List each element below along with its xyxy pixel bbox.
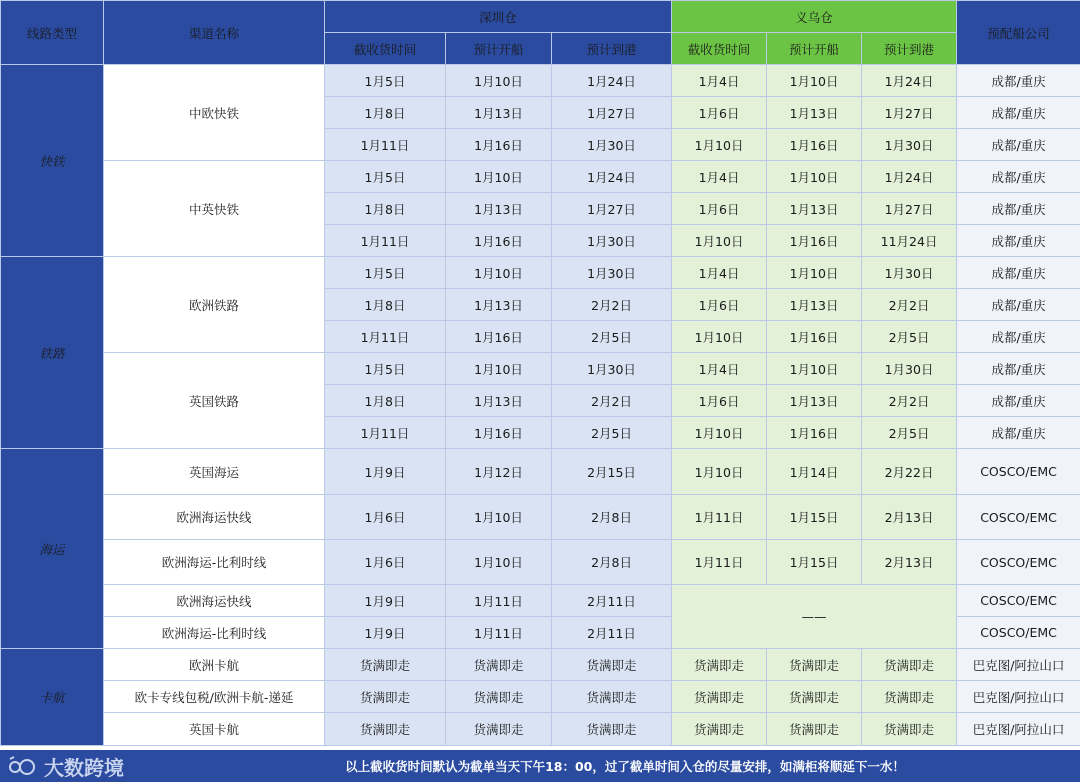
yw-arrive: 1月30日: [862, 353, 957, 385]
sz-depart: 1月10日: [446, 161, 552, 193]
shipping-company: 巴克图/阿拉山口: [957, 713, 1080, 746]
sz-depart: 1月10日: [446, 495, 552, 540]
table-row: [1, 585, 1080, 617]
shipping-company: COSCO/EMC: [957, 617, 1080, 649]
yiwu-not-available: ——: [672, 585, 957, 649]
yw-depart: 1月15日: [767, 540, 862, 585]
yw-depart: 1月10日: [767, 353, 862, 385]
channel-name: 中英快铁: [104, 161, 325, 257]
sz-depart: 1月10日: [446, 540, 552, 585]
sz-depart: 1月16日: [446, 129, 552, 161]
table-row: [1, 257, 1080, 289]
channel-name: 中欧快铁: [104, 65, 325, 161]
sz-depart: 1月11日: [446, 617, 552, 649]
yw-depart: 1月13日: [767, 385, 862, 417]
sz-depart: 1月13日: [446, 289, 552, 321]
yw-cutoff: 货满即走: [672, 713, 767, 746]
sz-cutoff: 1月11日: [325, 321, 446, 353]
yw-arrive: 2月2日: [862, 289, 957, 321]
channel-name: 英国海运: [104, 449, 325, 495]
sz-cutoff: 1月5日: [325, 65, 446, 97]
yw-arrive: 11月24日: [862, 225, 957, 257]
sz-cutoff: 1月11日: [325, 417, 446, 449]
header-yw-cutoff: 截收货时间: [672, 33, 767, 65]
shipping-company: COSCO/EMC: [957, 495, 1080, 540]
channel-name: 欧洲海运-比利时线: [104, 540, 325, 585]
category-kahang: 卡航: [1, 649, 104, 746]
sz-depart: 1月10日: [446, 353, 552, 385]
yw-cutoff: 1月10日: [672, 449, 767, 495]
table-row: [1, 449, 1080, 495]
table-row: [1, 649, 1080, 681]
sz-cutoff: 1月9日: [325, 449, 446, 495]
sz-depart: 1月12日: [446, 449, 552, 495]
sz-cutoff: 1月6日: [325, 495, 446, 540]
yw-cutoff: 1月4日: [672, 257, 767, 289]
shipping-company: 成都/重庆: [957, 321, 1080, 353]
yw-cutoff: 1月4日: [672, 353, 767, 385]
shipping-company: 成都/重庆: [957, 225, 1080, 257]
sz-arrive: 2月8日: [552, 540, 672, 585]
sz-cutoff: 1月5日: [325, 353, 446, 385]
shipping-company: COSCO/EMC: [957, 449, 1080, 495]
shipping-company: 成都/重庆: [957, 97, 1080, 129]
channel-name: 英国铁路: [104, 353, 325, 449]
yw-arrive: 2月5日: [862, 417, 957, 449]
table-row: [1, 540, 1080, 585]
yw-cutoff: 货满即走: [672, 649, 767, 681]
header-route-type: 线路类型: [1, 1, 104, 65]
yw-depart: 1月15日: [767, 495, 862, 540]
yw-arrive: 货满即走: [862, 681, 957, 713]
sz-arrive: 1月27日: [552, 97, 672, 129]
yw-arrive: 2月2日: [862, 385, 957, 417]
sz-depart: 1月10日: [446, 257, 552, 289]
yw-cutoff: 1月10日: [672, 417, 767, 449]
sz-depart: 1月10日: [446, 65, 552, 97]
yw-arrive: 货满即走: [862, 713, 957, 746]
sz-arrive: 2月5日: [552, 417, 672, 449]
shipping-company: COSCO/EMC: [957, 585, 1080, 617]
table-row: [1, 65, 1080, 97]
yw-cutoff: 1月10日: [672, 321, 767, 353]
sz-cutoff: 货满即走: [325, 713, 446, 746]
yw-arrive: 1月27日: [862, 193, 957, 225]
sz-arrive: 1月30日: [552, 257, 672, 289]
sz-cutoff: 货满即走: [325, 649, 446, 681]
table-row: [1, 353, 1080, 385]
sz-cutoff: 1月11日: [325, 129, 446, 161]
category-kuaitie: 快铁: [1, 65, 104, 257]
header-company: 预配船公司: [957, 1, 1080, 65]
sz-arrive: 1月30日: [552, 353, 672, 385]
sz-depart: 货满即走: [446, 681, 552, 713]
sz-depart: 1月13日: [446, 193, 552, 225]
yw-depart: 1月16日: [767, 321, 862, 353]
channel-name: 欧卡专线包税/欧洲卡航-递延: [104, 681, 325, 713]
yw-depart: 1月10日: [767, 257, 862, 289]
yw-arrive: 1月27日: [862, 97, 957, 129]
yw-depart: 1月13日: [767, 193, 862, 225]
brand-logo: [8, 750, 124, 782]
yw-cutoff: 1月4日: [672, 65, 767, 97]
shipping-company: 成都/重庆: [957, 193, 1080, 225]
yw-arrive: 货满即走: [862, 649, 957, 681]
shipping-company: 成都/重庆: [957, 417, 1080, 449]
yw-cutoff: 1月6日: [672, 289, 767, 321]
yw-arrive: 2月22日: [862, 449, 957, 495]
sz-arrive: 2月2日: [552, 289, 672, 321]
footer-bar: [0, 750, 1080, 782]
brand-logo-text: 大数跨境: [44, 755, 124, 780]
yw-cutoff: 1月10日: [672, 225, 767, 257]
sz-arrive: 1月30日: [552, 225, 672, 257]
sz-depart: 1月16日: [446, 417, 552, 449]
yw-cutoff: 1月6日: [672, 193, 767, 225]
yw-depart: 货满即走: [767, 681, 862, 713]
yw-depart: 1月10日: [767, 65, 862, 97]
channel-name: 欧洲海运-比利时线: [104, 617, 325, 649]
sz-cutoff: 1月8日: [325, 193, 446, 225]
yw-depart: 1月13日: [767, 97, 862, 129]
sz-cutoff: 货满即走: [325, 681, 446, 713]
channel-name: 欧洲海运快线: [104, 495, 325, 540]
sz-cutoff: 1月5日: [325, 257, 446, 289]
shipping-company: 巴克图/阿拉山口: [957, 649, 1080, 681]
brand-logo-icon: [8, 755, 38, 777]
yw-cutoff: 1月11日: [672, 495, 767, 540]
yw-cutoff: 1月11日: [672, 540, 767, 585]
shipping-company: COSCO/EMC: [957, 540, 1080, 585]
shipping-company: 成都/重庆: [957, 289, 1080, 321]
sz-arrive: 货满即走: [552, 681, 672, 713]
sz-arrive: 1月24日: [552, 65, 672, 97]
yw-arrive: 2月13日: [862, 495, 957, 540]
sz-depart: 货满即走: [446, 649, 552, 681]
sz-depart: 1月11日: [446, 585, 552, 617]
yw-depart: 1月16日: [767, 417, 862, 449]
header-yiwu-warehouse: 义乌仓: [672, 1, 957, 33]
shipping-company: 成都/重庆: [957, 385, 1080, 417]
yw-arrive: 2月5日: [862, 321, 957, 353]
table-row: [1, 713, 1080, 746]
yw-depart: 1月14日: [767, 449, 862, 495]
sz-depart: 1月16日: [446, 321, 552, 353]
yw-arrive: 1月30日: [862, 129, 957, 161]
channel-name: 欧洲铁路: [104, 257, 325, 353]
table-row: [1, 161, 1080, 193]
channel-name: 欧洲海运快线: [104, 585, 325, 617]
sz-arrive: 2月15日: [552, 449, 672, 495]
shipping-company: 巴克图/阿拉山口: [957, 681, 1080, 713]
yw-depart: 1月16日: [767, 129, 862, 161]
header-yw-depart: 预计开船: [767, 33, 862, 65]
sz-depart: 1月16日: [446, 225, 552, 257]
yw-arrive: 1月24日: [862, 161, 957, 193]
table-row: [1, 495, 1080, 540]
header-sz-arrive: 预计到港: [552, 33, 672, 65]
yw-cutoff: 1月10日: [672, 129, 767, 161]
sz-cutoff: 1月8日: [325, 97, 446, 129]
yw-cutoff: 1月4日: [672, 161, 767, 193]
yw-depart: 1月13日: [767, 289, 862, 321]
yw-arrive: 1月24日: [862, 65, 957, 97]
sz-cutoff: 1月8日: [325, 289, 446, 321]
shipping-company: 成都/重庆: [957, 129, 1080, 161]
header-sz-cutoff: 截收货时间: [325, 33, 446, 65]
channel-name: 英国卡航: [104, 713, 325, 746]
yw-depart: 货满即走: [767, 713, 862, 746]
channel-name: 欧洲卡航: [104, 649, 325, 681]
sz-arrive: 2月2日: [552, 385, 672, 417]
yw-arrive: 2月13日: [862, 540, 957, 585]
shipping-company: 成都/重庆: [957, 257, 1080, 289]
sz-arrive: 1月30日: [552, 129, 672, 161]
shipping-company: 成都/重庆: [957, 161, 1080, 193]
sz-arrive: 2月5日: [552, 321, 672, 353]
yw-depart: 1月10日: [767, 161, 862, 193]
shipping-company: 成都/重庆: [957, 353, 1080, 385]
yw-arrive: 1月30日: [862, 257, 957, 289]
sz-arrive: 货满即走: [552, 713, 672, 746]
sz-cutoff: 1月8日: [325, 385, 446, 417]
sz-cutoff: 1月5日: [325, 161, 446, 193]
sz-arrive: 1月24日: [552, 161, 672, 193]
sz-arrive: 货满即走: [552, 649, 672, 681]
yw-depart: 1月16日: [767, 225, 862, 257]
table-row: [1, 681, 1080, 713]
header-shenzhen-warehouse: 深圳仓: [325, 1, 672, 33]
category-haiyun: 海运: [1, 449, 104, 649]
sz-depart: 货满即走: [446, 713, 552, 746]
sz-cutoff: 1月6日: [325, 540, 446, 585]
header-yw-arrive: 预计到港: [862, 33, 957, 65]
yw-cutoff: 货满即走: [672, 681, 767, 713]
sz-depart: 1月13日: [446, 97, 552, 129]
category-tielu: 铁路: [1, 257, 104, 449]
sz-arrive: 1月27日: [552, 193, 672, 225]
yw-cutoff: 1月6日: [672, 97, 767, 129]
sz-depart: 1月13日: [446, 385, 552, 417]
sz-cutoff: 1月9日: [325, 617, 446, 649]
header-channel-name: 渠道名称: [104, 1, 325, 65]
sz-arrive: 2月8日: [552, 495, 672, 540]
shipping-company: 成都/重庆: [957, 65, 1080, 97]
yw-depart: 货满即走: [767, 649, 862, 681]
sz-cutoff: 1月11日: [325, 225, 446, 257]
sz-arrive: 2月11日: [552, 585, 672, 617]
yw-cutoff: 1月6日: [672, 385, 767, 417]
sz-cutoff: 1月9日: [325, 585, 446, 617]
sz-arrive: 2月11日: [552, 617, 672, 649]
header-sz-depart: 预计开船: [446, 33, 552, 65]
footer-note: 以上截收货时间默认为截单当天下午18：00，过了截单时间入仓的尽量安排，如满柜将顺延下一水！: [345, 759, 905, 774]
